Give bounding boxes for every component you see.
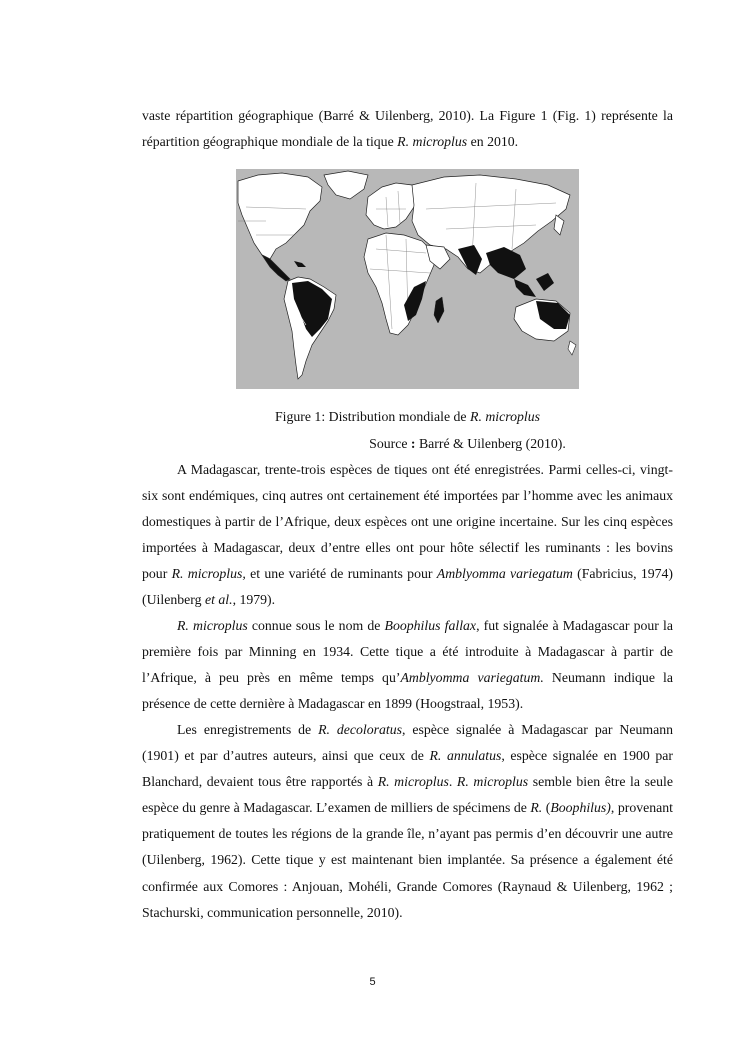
paragraph-records: Les enregistrements de R. decoloratus, espèce signalée à Madagascar par Neumann (1901) et par d’autres auteurs, ainsi que ceux de R. annulatus, espèce signalée en 1900 par Blanchard, devaient tous être rapportés à R. microplus. R. microplus semble bien être la seule espèce du genre à Madagascar. L’examen de milliers de spécimens de R. (Boophilus), provenant pratiquement de toutes les régions de la grande île, n’ayant pas permis d’en découvrir une autre (Uilenberg, 1962). Cette tique y est maintenant bien implantée. Sa présence a également été confirmée aux Comores : Anjouan, Mohéli, Grande Comores (Raynaud & Uilenberg, 1962 ; Stachurski, communication personnelle, 2010). [142,722,673,920]
page-number: 5 [369,976,376,988]
world-distribution-map [236,169,579,389]
world-map-figure [236,169,579,389]
paragraph-boophilus-fallax: R. microplus connue sous le nom de Boophilus fallax, fut signalée à Madagascar pour la première fois par Minning en 1934. Cette tique a été introduite à Madagascar à partir de l’Afrique, à peu près en même temps qu’Amblyomma variegatum. Neumann indique la présence de cette dernière à Madagascar en 1899 (Hoogstraal, 1953). [142,618,673,712]
figure-source: Source : Barré & Uilenberg (2010). [369,436,566,451]
figure-caption: Figure 1: Distribution mondiale de R. microplus [274,409,541,424]
paragraph-intro: vaste répartition géographique (Barré & Uilenberg, 2010). La Figure 1 (Fig. 1) représente la répartition géographique mondiale de la tique R. microplus en 2010. [142,108,673,150]
paragraph-madagascar-ticks: A Madagascar, trente-trois espèces de tiques ont été enregistrées. Parmi celles-ci, vingt-six sont endémiques, cinq autres ont certainement été importées par l’homme avec les animaux domestiques à partir de l’Afrique, deux espèces ont une origine incertaine. Sur les cinq espèces importées à Madagascar, deux d’entre elles ont pour hôte sélectif les ruminants : les bovins pour R. microplus, et une variété de ruminants pour Amblyomma variegatum (Fabricius, 1974) (Uilenberg et al., 1979). [142,462,674,608]
